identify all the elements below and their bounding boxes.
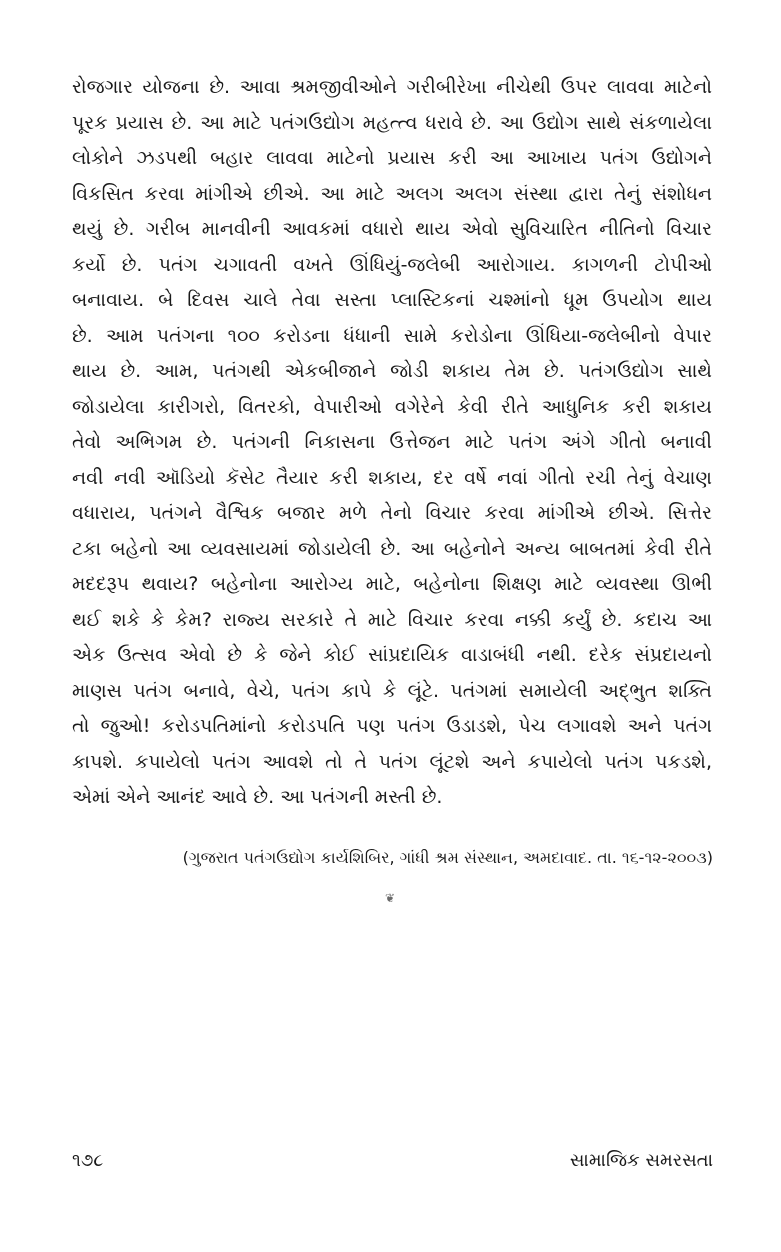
text-line: એક ઉત્સવ એવો છે કે જેને કોઈ સાંપ્રદાયિક વાડાબંધી નથી. દરેક સંપ્રદાયનો [72, 644, 712, 666]
text-line: માણસ પતંગ બનાવે, વેચે, પતંગ કાપે કે લૂંટે. પતંગમાં સમાયેલી અદ્ભુત શક્તિ [72, 679, 712, 702]
text-line: તો જુઓ! કરોડપતિમાંનો કરોડપતિ પણ પતંગ ઉડાડશે, પેચ લગાવશે અને પતંગ [72, 715, 712, 737]
text-line: તેવો અભિગમ છે. પતંગની નિકાસના ઉત્તેજન માટે પતંગ અંગે ગીતો બનાવી [72, 431, 712, 453]
book-title: સામાજિક સમરસતા [569, 1150, 713, 1171]
body-paragraph [72, 70, 712, 816]
page-footer [72, 1150, 713, 1171]
text-line: થઈ શકે કે કેમ? રાજ્ય સરકારે તે માટે વિચાર કરવા નક્કી કર્યું છે. કદાચ આ [72, 608, 712, 631]
text-line: થયું છે. ગરીબ માનવીની આવકમાં વધારો થાય એવો સુવિચારિત નીતિનો વિચાર [72, 218, 712, 240]
text-line: કાપશે. કપાયેલો પતંગ આવશે તો તે પતંગ લૂંટશે અને કપાયેલો પતંગ પકડશે, [72, 750, 712, 773]
text-line: પૂરક પ્રયાસ છે. આ માટે પતંગઉદ્યોગ મહત્ત્વ ધરાવે છે. આ ઉદ્યોગ સાથે સંકળાયેલા [72, 111, 712, 134]
text-line: નવી નવી ઑડિયો કૅસેટ તૈયાર કરી શકાય, દર વર્ષે નવાં ગીતો રચી તેનું વેચાણ [72, 466, 712, 489]
text-line: વધારાય, પતંગને વૈશ્વિક બજાર મળે તેનો વિચાર કરવા માંગીએ છીએ. સિત્તેર [72, 502, 712, 524]
text-line: જોડાયેલા કારીગરો, વિતરકો, વેપારીઓ વગેરેને કેવી રીતે આધુનિક કરી શકાય [72, 395, 712, 418]
text-line: લોકોને ઝડપથી બહાર લાવવા માટેનો પ્રયાસ કરી આ આખાય પતંગ ઉદ્યોગને [72, 147, 712, 169]
ornament-icon: ❦ [384, 891, 396, 905]
text-line: વિકસિત કરવા માંગીએ છીએ. આ માટે અલગ અલગ સંસ્થા દ્વારા તેનું સંશોધન [72, 182, 712, 205]
text-line: થાય છે. આમ, પતંગથી એકબીજાને જોડી શકાય તેમ છે. પતંગઉદ્યોગ સાથે [72, 360, 712, 382]
text-line: છે. આમ પતંગના ૧૦૦ કરોડના ધંધાની સામે કરોડોના ઊંધિયા-જલેબીનો વેપાર [72, 324, 712, 347]
source-citation: (ગુજરાત પતંગઉદ્યોગ કાર્યશિબિર, ગાંધી શ્રમ સંસ્થાન, અમદાવાદ. તા. ૧૬-૧૨-૨૦૦૩) [182, 848, 713, 867]
text-line: કર્યો છે. પતંગ ચગાવતી વખતે ઊંધિયું-જલેબી આરોગાય. કાગળની ટોપીઓ [72, 253, 712, 276]
text-line: ટકા બહેનો આ વ્યવસાયમાં જોડાયેલી છે. આ બહેનોને અન્ય બાબતમાં કેવી રીતે [72, 537, 712, 560]
text-line: રોજગાર યોજના છે. આવા શ્રમજીવીઓને ગરીબીરેખા નીચેથી ઉપર લાવવા માટેનો [72, 76, 712, 98]
text-line: બનાવાય. બે દિવસ ચાલે તેવા સસ્તા પ્લાસ્ટિકનાં ચશ્માંનો ધૂમ ઉપયોગ થાય [72, 289, 712, 311]
text-line-last: એમાં એને આનંદ આવે છે. આ પતંગની મસ્તી છે. [72, 786, 443, 808]
text-line: મદદરૂપ થવાય? બહેનોના આરોગ્ય માટે, બહેનોના શિક્ષણ માટે વ્યવસ્થા ઊભી [72, 573, 712, 595]
page-number: ૧૭૮ [72, 1150, 104, 1171]
